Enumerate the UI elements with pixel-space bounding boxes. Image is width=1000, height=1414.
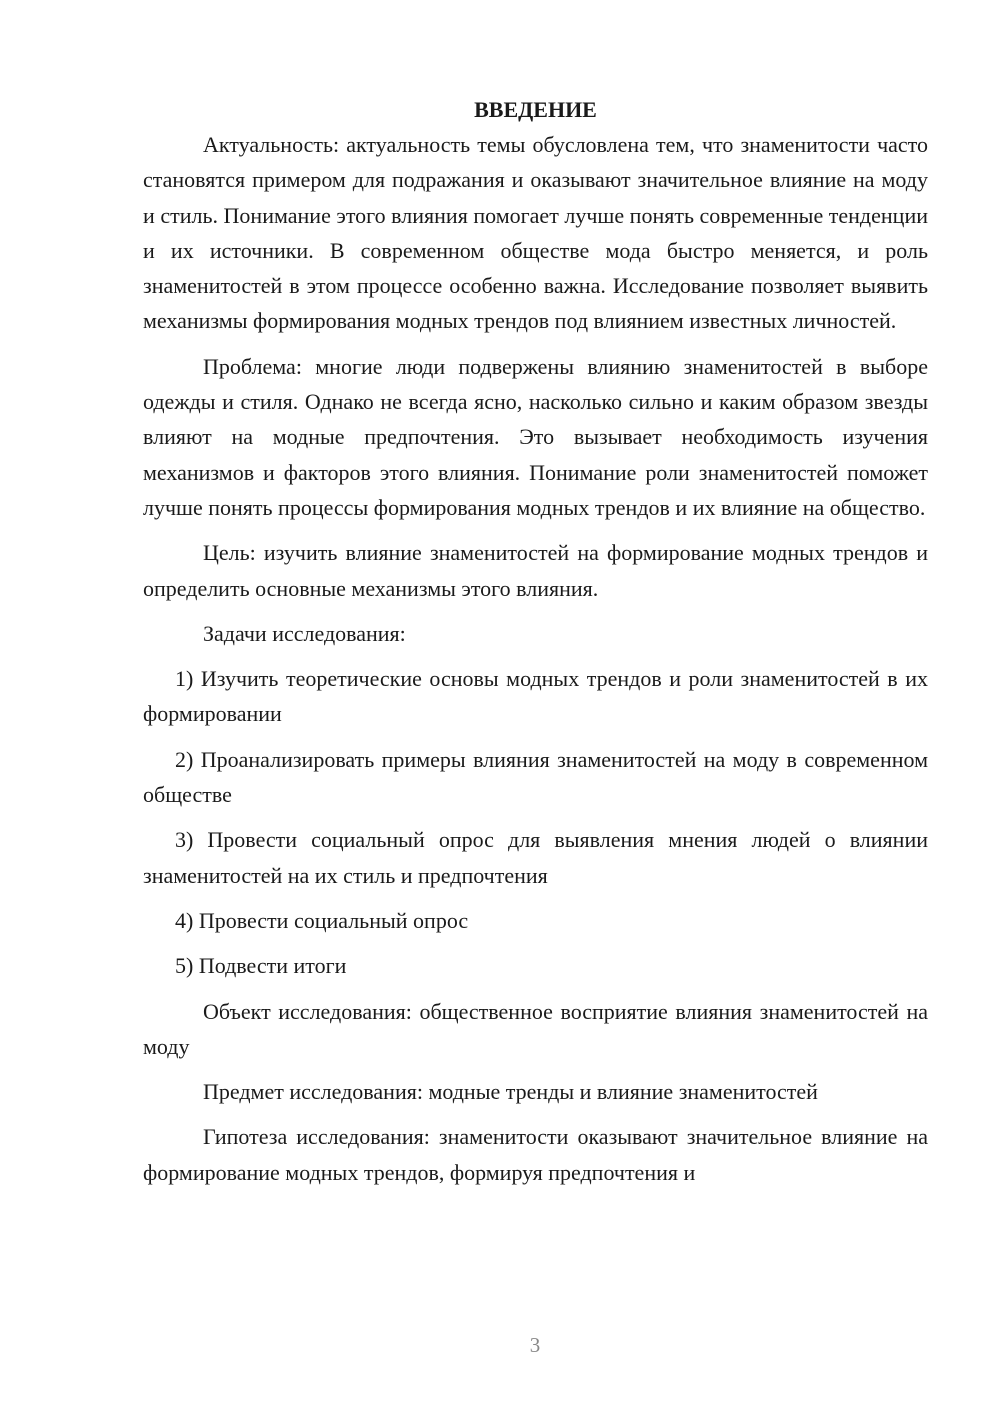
tasks-title: Задачи исследования: [203,620,406,646]
task-item-5: 5) Подвести итоги [175,953,347,979]
task-item-2: 2) Проанализировать примеры влияния знаменитостей на моду в современном обществе [143,746,928,808]
task-item-4: 4) Провести социальный опрос [175,907,469,933]
document-page [143,92,928,1190]
task-item-1: 1) Изучить теоретические основы модных трендов и роли знаменитостей в их формировании [143,666,928,727]
task-item-3: 3) Провести социальный опрос для выявления мнения людей о влиянии знаменитостей на их стиль и предпочтения [143,827,928,888]
hypothesis-paragraph: Гипотеза исследования: знаменитости оказывают значительное влияние на формирование модных трендов, формируя предпочтения и [143,1124,928,1185]
goal-paragraph: Цель: изучить влияние знаменитостей на формирование модных трендов и определить основные механизмы этого влияния. [143,540,928,601]
page-number: 3 [529,1333,541,1357]
problem-paragraph: Проблема: многие люди подвержены влиянию знаменитостей в выборе одежды и стиля. Однако не всегда ясно, насколько сильно и каким образом звезды влияют на модные предпочтения. Это вызывает необходимость изучения механизмов и факторов этого влияния. Понимание роли знаменитостей поможет лучше понять процессы формирования модных трендов и их влияние на общество. [143,353,928,520]
section-heading: ВВЕДЕНИЕ [474,97,597,122]
object-paragraph: Объект исследования: общественное восприятие влияния знаменитостей на моду [143,998,928,1059]
subject-paragraph: Предмет исследования: модные тренды и влияние знаменитостей [203,1079,818,1105]
relevance-paragraph: Актуальность: актуальность темы обусловлена тем, что знаменитости часто становятся примером для подражания и оказывают значительное влияние на моду и стиль. Понимание этого влияния помогает лучше понять современные тенденции и их источники. В современном обществе мода быстро меняется, и роль знаменитостей в этом процессе особенно важна. Исследование позволяет выявить механизмы формирования модных трендов под влиянием известных личностей. [143,132,928,334]
